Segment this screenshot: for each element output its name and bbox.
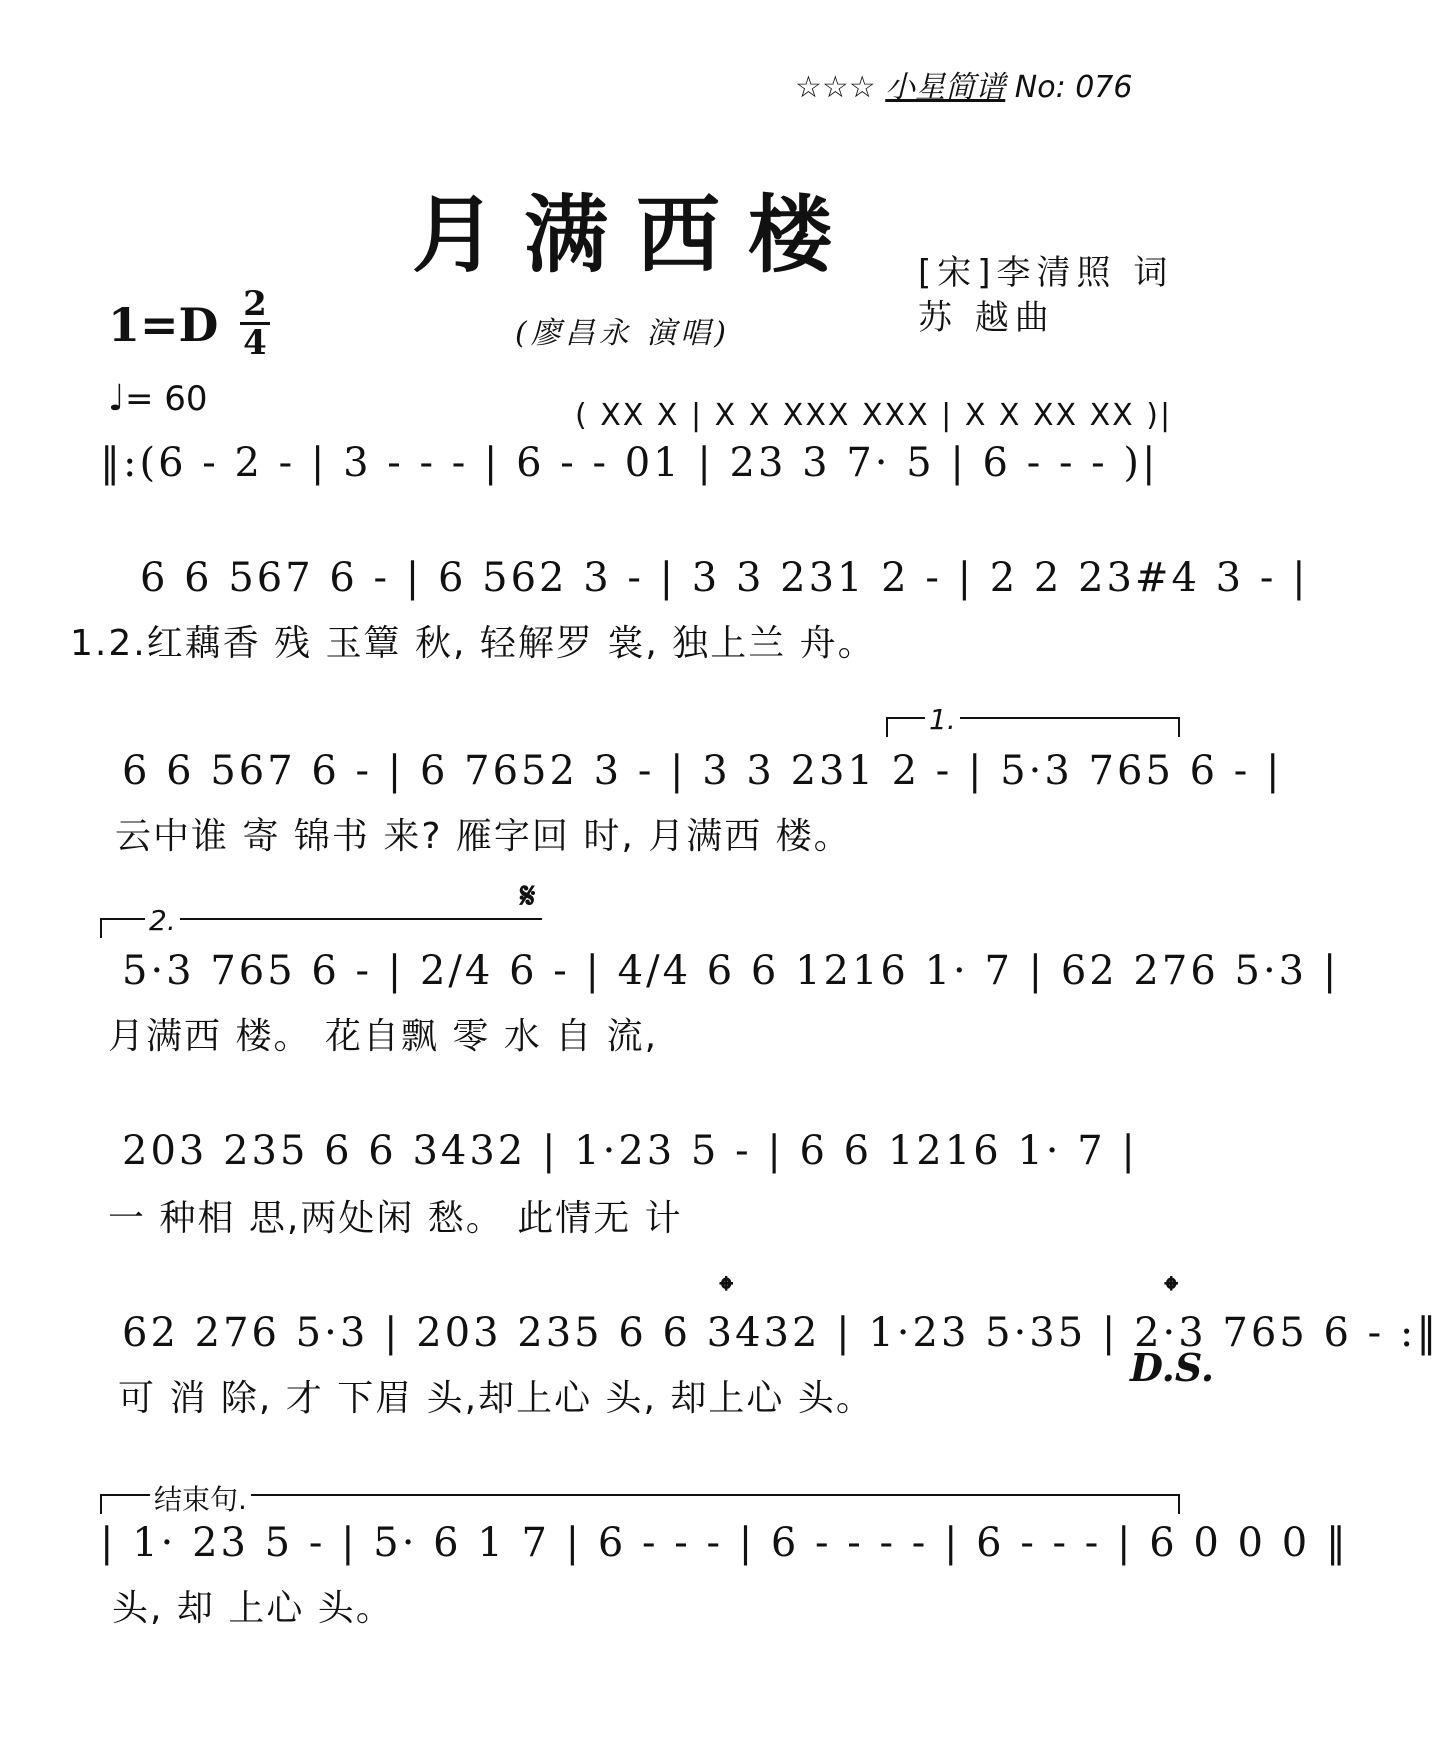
tempo-value: = 60 (124, 379, 208, 419)
brand-name[interactable]: 小星简谱 (885, 70, 1006, 105)
score-number: No: 076 (1014, 70, 1133, 105)
quarter-note-icon: ♩ (108, 378, 125, 419)
notes-line-1: 6 6 567 6 - | 6 562 3 - | 3 3 231 2 - | 2 2 23#4 3 - | (140, 555, 1309, 601)
ending-bracket (100, 1494, 1180, 1514)
notes-line-2: 6 6 567 6 - | 6 7652 3 - | 3 3 231 2 - | 5·3 765 6 - | (122, 748, 1283, 794)
notes-line-4: 203 235 6 6 3432 | 1·23 5 - | 6 6 1216 1· 7 | (122, 1128, 1138, 1174)
lyrics-line-6: 头, 却 上心 头。 (112, 1588, 394, 1629)
meter-top: 2 (243, 284, 267, 324)
notes-line-6: | 1· 23 5 - | 5· 6 1 7 | 6 - - - | 6 - - - - | 6 - - - | 6 0 0 0 ‖ (100, 1520, 1349, 1566)
star-icons: ☆☆☆ (795, 70, 876, 105)
lyricist-credit: [宋]李清照 词 (918, 253, 1174, 293)
meter-bottom: 4 (243, 323, 267, 363)
segno-sign: 𝄋 (520, 876, 536, 917)
notes-line-5: 62 276 5·3 | 203 235 6 6 3432 | 1·23 5·35 | 2·3 765 6 - :‖ (122, 1310, 1439, 1356)
notes-line-3: 5·3 765 6 - | 2/4 6 - | 4/4 6 6 1216 1· 7 | 62 276 5·3 | (122, 948, 1340, 994)
dal-segno-mark: D.S. (1130, 1345, 1215, 1390)
coda-sign-2: 𝄌 (1165, 1270, 1178, 1311)
time-signature (240, 284, 270, 363)
lyrics-line-5: 可 消 除, 才 下眉 头,却上心 头, 却上心 头。 (118, 1378, 874, 1419)
singer-credit: (廖昌永 演唱) (515, 316, 730, 351)
volta-2-label: 2. (145, 904, 180, 937)
lyrics-line-2: 云中谁 寄 锦书 来? 雁字回 时, 月满西 楼。 (115, 816, 852, 857)
song-title: 月满西楼 (411, 185, 860, 284)
composer-credit: 苏 越曲 (918, 298, 1055, 338)
lyrics-line-3: 月满西 楼。 花自飘 零 水 自 流, (108, 1016, 659, 1057)
coda-sign-1: 𝄌 (720, 1270, 733, 1311)
percussion-line: ( XX X | X X XXX XXX | X X XX XX )| (575, 398, 1173, 433)
source-header (795, 62, 1132, 106)
volta-1-label: 1. (925, 703, 960, 736)
ending-label: 结束句. (150, 1478, 251, 1518)
lyrics-line-1: 1.2.红藕香 残 玉簟 秋, 轻解罗 裳, 独上兰 舟。 (70, 623, 876, 664)
tempo-marking (108, 378, 208, 419)
lyrics-line-4: 一 种相 思,两处闲 愁。 此情无 计 (108, 1198, 683, 1239)
intro-line: ‖:(6 - 2 - | 3 - - - | 6 - - 01 | 23 3 7· 5 | 6 - - - )| (100, 440, 1159, 486)
key-signature: 1=D (108, 298, 219, 352)
